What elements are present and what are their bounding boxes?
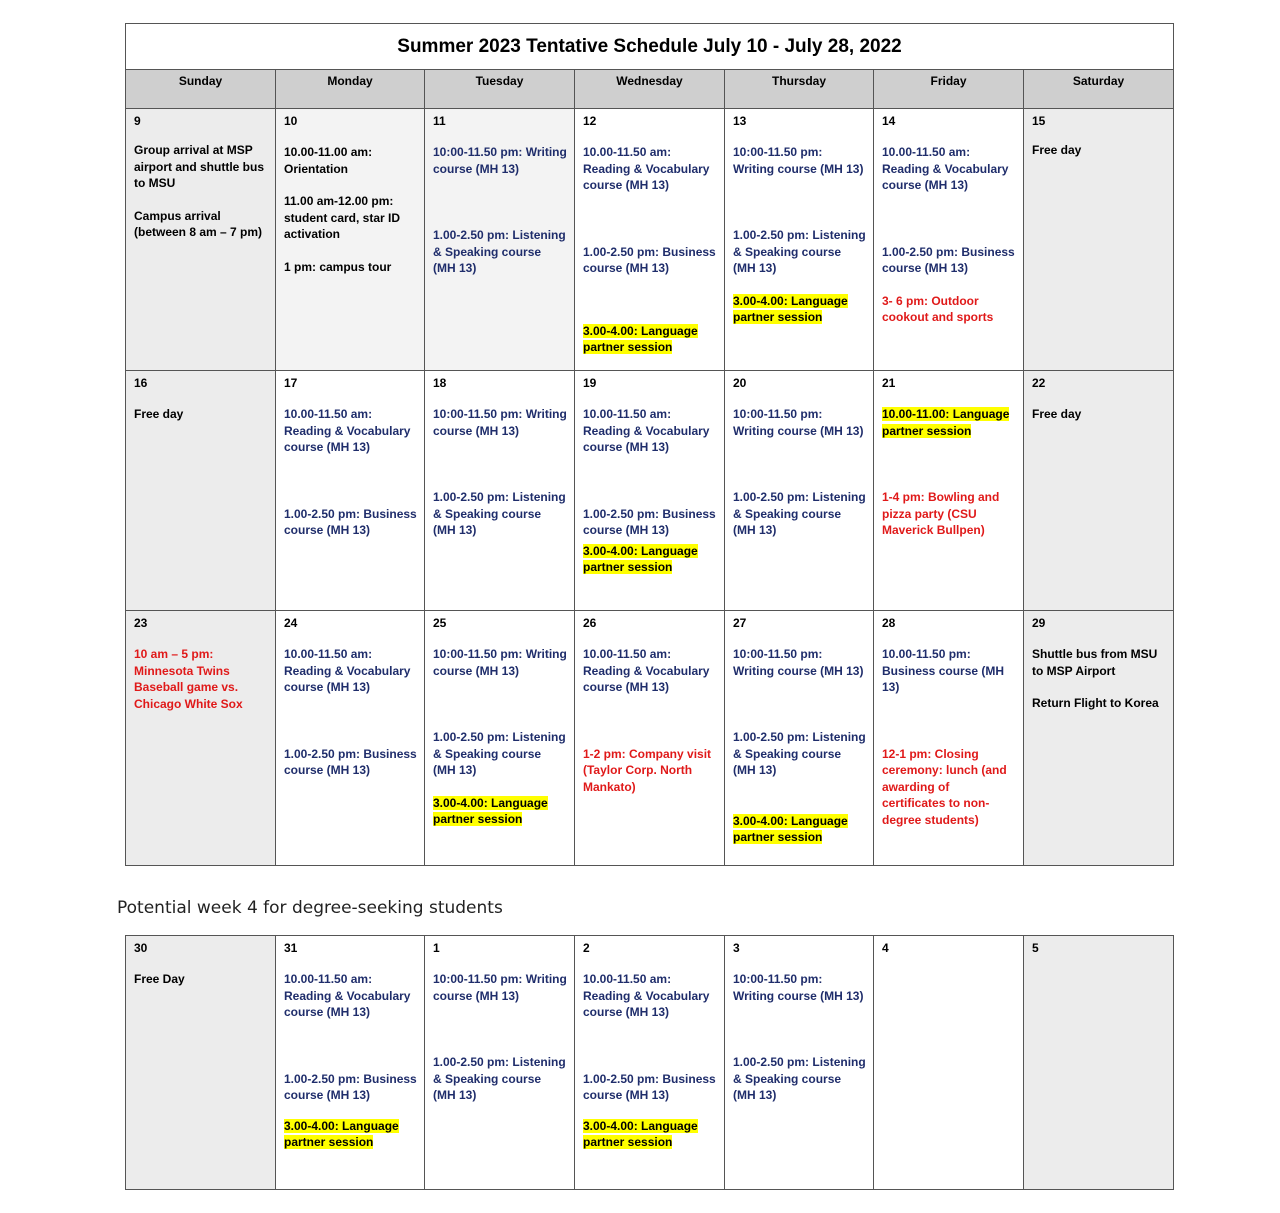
event-writing-course: 10:00-11.50 pm: Writing course (MH 13) <box>733 647 864 678</box>
day-number: 21 <box>882 376 896 390</box>
event-arrival: Group arrival at MSP airport and shuttle bus to MSU <box>134 143 265 190</box>
section-heading-week4: Potential week 4 for degree-seeking students <box>117 898 503 918</box>
weekday-header-row <box>126 70 1174 109</box>
day-cell-18 <box>425 371 575 611</box>
event-language-partner: 3.00-4.00: Language partner session <box>583 323 698 354</box>
event-language-partner: 3.00-4.00: Language partner session <box>583 1118 698 1149</box>
event-free-day: Free Day <box>134 972 185 986</box>
event-closing-ceremony: 12-1 pm: Closing ceremony: lunch (and awarding of certificates to non-degree students) <box>882 746 1007 827</box>
day-cell-aug-1 <box>425 936 575 1190</box>
event-writing-course: 10:00-11.50 pm: Writing course (MH 13) <box>433 407 567 438</box>
day-cell-22 <box>1024 371 1174 611</box>
event-language-partner: 3.00-4.00: Language partner session <box>733 813 848 844</box>
event-reading-course: 10.00-11.50 am: Reading & Vocabulary course (MH 13) <box>882 145 1009 192</box>
event-reading-course: 10.00-11.50 am: Reading & Vocabulary course (MH 13) <box>583 407 710 454</box>
event-reading-course: 10.00-11.50 am: Reading & Vocabulary course (MH 13) <box>583 647 710 694</box>
event-reading-course: 10.00-11.50 am: Reading & Vocabulary course (MH 13) <box>583 972 710 1019</box>
day-cell-28 <box>874 611 1024 866</box>
day-cell-17 <box>276 371 425 611</box>
weekday-monday: Monday <box>276 70 425 109</box>
event-outdoor-cookout: 3- 6 pm: Outdoor cookout and sports <box>882 293 994 324</box>
day-cell-11 <box>425 109 575 371</box>
day-cell-23 <box>126 611 276 866</box>
event-listening-course: 1.00-2.50 pm: Listening & Speaking course (MH 13) <box>433 730 566 777</box>
event-language-partner: 10.00-11.00: Language partner session <box>882 407 1010 438</box>
event-reading-course: 10.00-11.50 am: Reading & Vocabulary course (MH 13) <box>284 647 411 694</box>
event-language-partner: 3.00-4.00: Language partner session <box>583 543 698 574</box>
day-cell-15 <box>1024 109 1174 371</box>
event-writing-course: 10:00-11.50 pm: Writing course (MH 13) <box>733 145 864 176</box>
day-cell-10 <box>276 109 425 371</box>
week4-calendar <box>125 935 1174 1190</box>
day-number: 11 <box>433 114 446 128</box>
day-number: 3 <box>733 941 740 955</box>
event-business-course: 1.00-2.50 pm: Business course (MH 13) <box>583 1071 716 1102</box>
event-shuttle-bus: Shuttle bus from MSU to MSP Airport <box>1032 647 1158 678</box>
day-number: 26 <box>583 616 597 630</box>
event-listening-course: 1.00-2.50 pm: Listening & Speaking course (MH 13) <box>733 228 866 275</box>
day-number: 2 <box>583 941 590 955</box>
day-cell-9 <box>126 109 276 371</box>
week-row-4 <box>126 936 1174 1190</box>
event-business-course: 1.00-2.50 pm: Business course (MH 13) <box>583 244 716 275</box>
event-bowling-party: 1-4 pm: Bowling and pizza party (CSU Maverick Bullpen) <box>882 490 1000 537</box>
event-listening-course: 1.00-2.50 pm: Listening & Speaking course (MH 13) <box>433 490 566 537</box>
day-number: 16 <box>134 376 148 390</box>
day-number: 9 <box>134 114 141 128</box>
day-cell-25 <box>425 611 575 866</box>
event-free-day: Free day <box>134 407 184 421</box>
day-number: 24 <box>284 616 298 630</box>
day-cell-31 <box>276 936 425 1190</box>
day-number: 18 <box>433 376 447 390</box>
event-language-partner: 3.00-4.00: Language partner session <box>733 293 848 324</box>
day-cell-30 <box>126 936 276 1190</box>
day-number: 12 <box>583 114 597 128</box>
day-number: 23 <box>134 616 148 630</box>
day-number: 5 <box>1032 941 1039 955</box>
weekday-friday: Friday <box>874 70 1024 109</box>
day-number: 14 <box>882 114 896 128</box>
event-business-course: 1.00-2.50 pm: Business course (MH 13) <box>284 506 417 537</box>
day-cell-aug-3 <box>725 936 874 1190</box>
day-number: 15 <box>1032 114 1046 128</box>
event-free-day: Free day <box>1032 407 1082 421</box>
event-listening-course: 1.00-2.50 pm: Listening & Speaking course (MH 13) <box>733 1055 866 1102</box>
day-number: 19 <box>583 376 597 390</box>
event-student-card: 11.00 am-12.00 pm: student card, star ID activation <box>284 194 401 241</box>
day-cell-16 <box>126 371 276 611</box>
day-number: 30 <box>134 941 148 955</box>
day-number: 27 <box>733 616 747 630</box>
event-business-course: 1.00-2.50 pm: Business course (MH 13) <box>882 244 1015 275</box>
event-business-course: 10.00-11.50 pm: Business course (MH 13) <box>882 647 1005 694</box>
event-twins-game: 10 am – 5 pm: Minnesota Twins Baseball game vs. Chicago White Sox <box>134 647 243 711</box>
page-title: Summer 2023 Tentative Schedule July 10 - July 28, 2022 <box>126 24 1174 70</box>
day-cell-12 <box>575 109 725 371</box>
day-cell-aug-4 <box>874 936 1024 1190</box>
week-row-1 <box>126 109 1174 371</box>
event-reading-course: 10.00-11.50 am: Reading & Vocabulary course (MH 13) <box>583 145 710 192</box>
event-campus-arrival: Campus arrival (between 8 am – 7 pm) <box>134 208 263 239</box>
day-cell-13 <box>725 109 874 371</box>
day-number: 10 <box>284 114 298 128</box>
event-listening-course: 1.00-2.50 pm: Listening & Speaking course (MH 13) <box>733 490 866 537</box>
week-row-2 <box>126 371 1174 611</box>
day-cell-26 <box>575 611 725 866</box>
day-cell-27 <box>725 611 874 866</box>
event-language-partner: 3.00-4.00: Language partner session <box>284 1118 399 1149</box>
day-number: 22 <box>1032 376 1046 390</box>
event-writing-course: 10:00-11.50 pm: Writing course (MH 13) <box>733 407 864 438</box>
day-cell-aug-2 <box>575 936 725 1190</box>
schedule-calendar <box>125 23 1174 866</box>
day-cell-21 <box>874 371 1024 611</box>
day-number: 31 <box>284 941 298 955</box>
weekday-saturday: Saturday <box>1024 70 1174 109</box>
week-row-3 <box>126 611 1174 866</box>
event-writing-course: 10:00-11.50 pm: Writing course (MH 13) <box>433 972 567 1003</box>
event-business-course: 1.00-2.50 pm: Business course (MH 13) <box>583 506 716 537</box>
event-orientation: 10.00-11.00 am: Orientation <box>284 145 373 176</box>
event-language-partner: 3.00-4.00: Language partner session <box>433 795 548 826</box>
day-number: 1 <box>433 941 440 955</box>
event-free-day: Free day <box>1032 143 1082 157</box>
weekday-tuesday: Tuesday <box>425 70 575 109</box>
day-number: 28 <box>882 616 896 630</box>
weekday-wednesday: Wednesday <box>575 70 725 109</box>
event-listening-course: 1.00-2.50 pm: Listening & Speaking course (MH 13) <box>433 1055 566 1102</box>
event-listening-course: 1.00-2.50 pm: Listening & Speaking course (MH 13) <box>433 228 566 275</box>
day-cell-aug-5 <box>1024 936 1174 1190</box>
event-writing-course: 10:00-11.50 pm: Writing course (MH 13) <box>733 972 864 1003</box>
day-cell-19 <box>575 371 725 611</box>
day-number: 13 <box>733 114 747 128</box>
day-cell-20 <box>725 371 874 611</box>
event-listening-course: 1.00-2.50 pm: Listening & Speaking course (MH 13) <box>733 730 866 777</box>
event-business-course: 1.00-2.50 pm: Business course (MH 13) <box>284 746 417 777</box>
event-campus-tour: 1 pm: campus tour <box>284 259 392 274</box>
event-business-course: 1.00-2.50 pm: Business course (MH 13) <box>284 1071 417 1102</box>
weekday-thursday: Thursday <box>725 70 874 109</box>
event-reading-course: 10.00-11.50 am: Reading & Vocabulary course (MH 13) <box>284 407 411 454</box>
day-number: 4 <box>882 941 889 955</box>
day-number: 25 <box>433 616 447 630</box>
event-reading-course: 10.00-11.50 am: Reading & Vocabulary course (MH 13) <box>284 972 411 1019</box>
day-number: 17 <box>284 376 298 390</box>
event-writing-course: 10:00-11.50 pm: Writing course (MH 13) <box>433 647 567 678</box>
day-cell-14 <box>874 109 1024 371</box>
event-return-flight: Return Flight to Korea <box>1032 696 1159 710</box>
day-cell-29 <box>1024 611 1174 866</box>
event-company-visit: 1-2 pm: Company visit (Taylor Corp. North Mankato) <box>583 746 712 794</box>
day-number: 29 <box>1032 616 1046 630</box>
weekday-sunday: Sunday <box>126 70 276 109</box>
event-writing-course: 10:00-11.50 pm: Writing course (MH 13) <box>433 145 567 176</box>
day-cell-24 <box>276 611 425 866</box>
day-number: 20 <box>733 376 747 390</box>
